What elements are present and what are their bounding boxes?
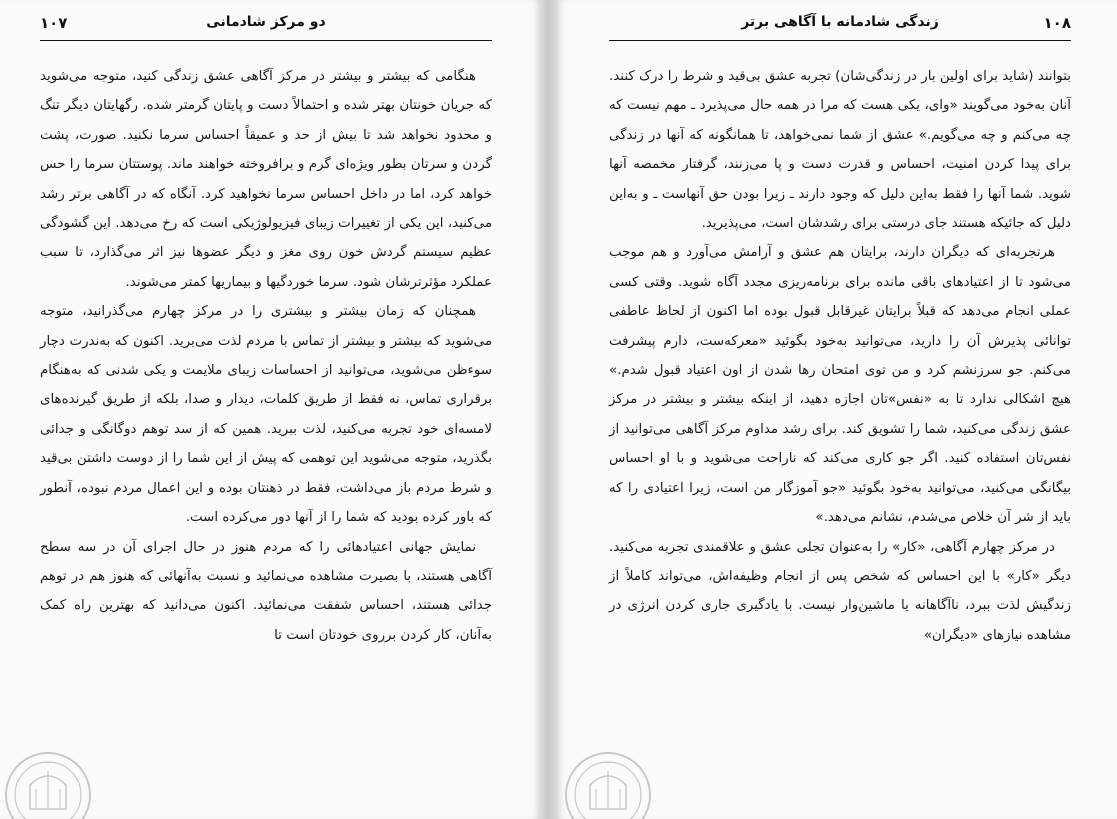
left-page-number: ۱۰۷ <box>40 14 68 32</box>
left-running-title: دو مرکز شادمانی <box>206 14 326 30</box>
right-paragraph-3: در مرکز چهارم آگاهی، «کار» را به‌عنوان تجلی عشق و علاقمندی تجربه می‌کنید. دیگر «کار» با این احساس که شخص پس از انجام وظیفه‌اش، می‌تواند کاملاً از زندگیش لذت ببرد، ناآگاهانه یا ماشین‌وار نیست. با یادگیری جاری کردن انرژی در مشاهده نیازهای «دیگران» <box>609 539 1071 643</box>
right-body-text <box>609 62 1071 650</box>
left-body-text <box>40 62 492 650</box>
right-page <box>557 0 1117 819</box>
left-page <box>0 0 540 819</box>
right-running-head <box>609 14 1071 42</box>
left-header-rule <box>40 40 492 41</box>
left-paragraph-1: هنگامی که بیشتر و بیشتر در مرکز آگاهی عشق زندگی کنید، متوجه می‌شوید که جریان خونتان بهتر شده و احتمالاً دست و پایتان گرمتر شده. رگهایتان دیگر تنگ و محدود نخواهد شد تا بیش از حد و عمیقاً احساس سرما نکنید. صورت، پشت گردن و سرتان بطور ویژه‌ای گرم و برافروخته خواهند ماند. پوستتان سرما را حس خواهد کرد، اما در داخل احساس سرما نخواهید کرد. آنگاه که در آگاهی برتر رشد می‌کنید، این یکی از تغییرات زیبای فیزیولوژیکی است که رخ می‌دهد. این گشودگی عظیم سیستم گردش خون روی مغز و دیگر عضوها نیز اثر می‌گذارد، تا سبب عملکرد مؤثرترشان شود. سرما خوردگیها و بیماریها کمتر می‌شوند. <box>40 69 492 290</box>
library-stamp-watermark <box>2 749 94 819</box>
left-running-head <box>40 14 492 42</box>
library-stamp-watermark <box>562 749 654 819</box>
right-paragraph-1: بتوانند (شاید برای اولین بار در زندگی‌شان) تجربه عشق بی‌قید و شرط را درک کنند. آنان به‌خود می‌گویند «وای، یکی هست که مرا در همه حال می‌پذیرد ـ مهم نیست که چه می‌کنم و چه می‌گویم.» عشق از شما نمی‌خواهد، تا همانگونه که آنها در زندگی برای پیدا کردن امنیت، احساس و قدرت دست و پا می‌زنند، گرفتار مخمصه آنها شوید. شما آنها را فقط به‌این دلیل که وجود دارند ـ زیرا بودن حق آنهاست ـ و به‌این دلیل که جائیکه هستند جای درستی برای رشدشان است، می‌پذیرید. <box>609 69 1071 232</box>
book-gutter <box>540 0 557 819</box>
left-paragraph-3: نمایش جهانی اعتیادهائی را که مردم هنوز در حال اجرای آن در سه سطح آگاهی هستند، با بصیرت مشاهده می‌نمائید و نسبت به‌آنهائی که هنوز هم در توهم جدائی هستند، احساس شفقت می‌نمائید. اکنون می‌دانید که بهترین راه کمک به‌آنان، کار کردن بر‌روی خودتان است تا <box>40 539 492 643</box>
right-paragraph-2: هرتجربه‌ای که دیگران دارند، برایتان هم عشق و آرامش می‌آورد و هم موجب می‌شود تا از اعتیادهای باقی مانده برای برنامه‌ریزی مجدد آگاه شوید. وقتی کسی عملی انجام می‌دهد که قبلاً برایتان غیرقابل قبول بوده اما اکنون از لحاظ عاطفی توانائی پذیرش آن را دارید، می‌توانید به‌خود بگوئید «معرکه‌ست، دارم پیشرفت می‌کنم. جو سرزنشم کرد و من توی امتحان رها شدن از اون اعتیاد قبول شدم.» هیچ اشکالی ندارد تا به «نفس»تان اجازه دهید، از اینکه بیشتر و بیشتر در مرکز عشق زندگی می‌کنید، شما را تشویق کند. برای رشد مداوم مرکز آگاهی می‌توانید از نفس‌تان استفاده کنید. اگر جو کاری می‌کند که ناراحت می‌شوید و با او احساس بیگانگی می‌کنید، می‌توانید به‌خود بگوئید «جو آموزگار من است، زیرا اعتیادی را که باید از شر آن خلاص می‌شدم، نشانم می‌دهد.» <box>609 245 1071 526</box>
right-header-rule <box>609 40 1071 41</box>
right-running-title: زندگی شادمانه با آگاهی برتر <box>741 14 939 30</box>
left-paragraph-2: همچنان که زمان بیشتر و بیشتری را در مرکز چهارم می‌گذرانید، متوجه می‌شوید که بیشتر و بیشتر از تماس با مردم لذت می‌برید. اکنون که به‌ندرت دچار سوءظن می‌شوید، می‌توانید از احساسات زیبای ملایمت و یکی شدنی که به‌هنگام برقراری تماس، نه فقط از طریق کلمات، دیدار و صدا، بلکه از طریق گیرنده‌های لامسه‌ای خود تجربه می‌کنید، لذت ببرید. همین که از سد توهم دوگانگی و جدائی بگذرید، متوجه می‌شوید این توهمی که پیش از این شما را از دوست داشتن بی‌قید و شرط مردم باز می‌داشت، فقط در ذهنتان بوده و این اعمال مردم نبوده، آنطور که باور کرده بودید که شما را از آنها دور می‌کرده است. <box>40 304 492 526</box>
right-page-number: ۱۰۸ <box>1043 14 1071 32</box>
